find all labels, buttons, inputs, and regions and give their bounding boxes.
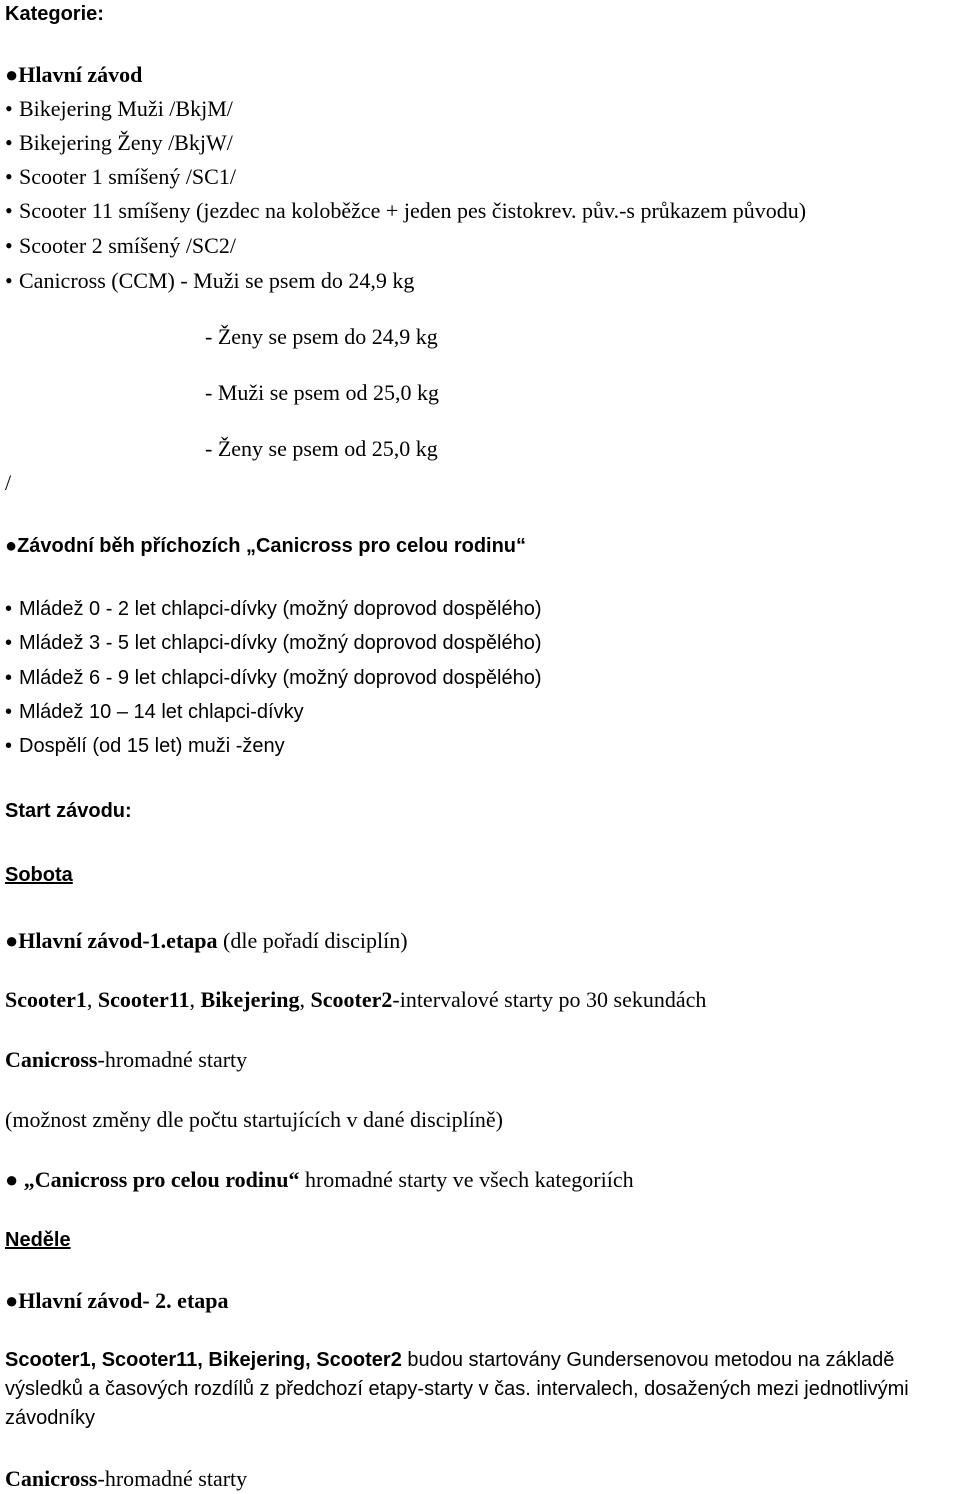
- discipline-name: Canicross: [5, 1466, 98, 1491]
- saturday-stage: [5, 930, 408, 952]
- list-item: [5, 668, 541, 688]
- saturday-interval-starts: [5, 989, 706, 1011]
- separator: ,: [86, 987, 98, 1012]
- bullet-icon: •: [5, 701, 13, 723]
- paragraph-text: budou startovány Gundersenovou metodou na základě výsledků a časových rozdílů z předchozí etapy-starty v čas. intervalech, dosažených mezi jednotlivými závodníky: [5, 1349, 909, 1429]
- bullet-icon: •: [5, 96, 13, 121]
- sunday-heading: Neděle: [5, 1229, 71, 1251]
- bullet-icon: •: [5, 632, 13, 654]
- saturday-heading: Sobota: [5, 864, 73, 886]
- list-item: [5, 132, 233, 154]
- list-item: [5, 235, 236, 257]
- sunday-mass-starts: [5, 1468, 247, 1490]
- stage-title: ●Hlavní závod-1.etapa: [5, 928, 218, 953]
- bullet-icon: ●: [5, 1167, 24, 1192]
- bullet-icon: •: [5, 735, 13, 757]
- list-item-text: Mládež 3 - 5 let chlapci-dívky (možný doprovod dospělého): [19, 632, 542, 654]
- list-item-text: Bikejering Muži /BkjM/: [19, 96, 233, 121]
- sub-item: - Ženy se psem od 25,0 kg: [205, 436, 438, 461]
- bullet-icon: •: [5, 667, 13, 689]
- discipline-name: Bikejering: [200, 987, 300, 1012]
- slash-mark: /: [5, 470, 12, 495]
- sunday-stage: ●Hlavní závod- 2. etapa: [5, 1288, 229, 1313]
- separator: ,: [189, 987, 201, 1012]
- categories-heading: Kategorie:: [5, 3, 104, 25]
- start-type: -hromadné starty: [97, 1466, 248, 1491]
- main-race-title: ●Hlavní závod: [5, 62, 143, 87]
- discipline-name: Scooter2: [310, 987, 393, 1012]
- start-type: -hromadné starty: [97, 1047, 248, 1072]
- list-item-text: Scooter 1 smíšený /SC1/: [19, 164, 236, 189]
- list-item: [5, 166, 236, 188]
- sub-item: - Muži se psem od 25,0 kg: [205, 380, 440, 405]
- list-item: [5, 98, 233, 120]
- list-item-text: Dospělí (od 15 let) muži -ženy: [19, 735, 285, 757]
- discipline-name: Scooter1: [5, 987, 87, 1012]
- start-heading: Start závodu:: [5, 800, 132, 822]
- bullet-icon: •: [5, 233, 13, 258]
- list-item-text: Mládež 6 - 9 let chlapci-dívky (možný doprovod dospělého): [19, 667, 542, 689]
- stage-note: (dle pořadí disciplín): [217, 928, 408, 953]
- start-type: -intervalové starty po 30 sekundách: [392, 987, 707, 1012]
- saturday-note: (možnost změny dle počtu startujících v dané disciplíně): [5, 1107, 503, 1132]
- list-item: [5, 633, 541, 653]
- list-item: [5, 702, 304, 722]
- list-item-text: Bikejering Ženy /BkjW/: [19, 130, 233, 155]
- list-item: [5, 599, 541, 619]
- list-item-text: Canicross (CCM) - Muži se psem do 24,9 kg: [19, 268, 415, 293]
- saturday-mass-starts: [5, 1049, 247, 1071]
- discipline-name: Canicross: [5, 1047, 98, 1072]
- list-item: [5, 270, 414, 292]
- bullet-icon: •: [5, 198, 13, 223]
- discipline-name: Scooter11: [97, 987, 190, 1012]
- bullet-icon: •: [5, 598, 13, 620]
- start-type: hromadné starty ve všech kategoriích: [299, 1167, 634, 1192]
- race-name: „Canicross pro celou rodinu“: [23, 1167, 300, 1192]
- sub-item: - Ženy se psem do 24,9 kg: [205, 324, 438, 349]
- list-item-text: Scooter 2 smíšený /SC2/: [19, 233, 236, 258]
- family-race-title: ●Závodní běh příchozích „Canicross pro celou rodinu“: [5, 535, 527, 557]
- separator: ,: [299, 987, 311, 1012]
- discipline-names: Scooter1, Scooter11, Bikejering, Scooter2: [5, 1349, 402, 1371]
- sunday-paragraph: [5, 1346, 955, 1433]
- list-item-text: Scooter 11 smíšeny (jezdec na koloběžce + jeden pes čistokrev. pův.-s průkazem původu): [19, 198, 807, 223]
- bullet-icon: •: [5, 130, 13, 155]
- list-item: [5, 736, 285, 756]
- saturday-family-race: [5, 1169, 634, 1191]
- list-item-text: Mládež 0 - 2 let chlapci-dívky (možný doprovod dospělého): [19, 598, 542, 620]
- bullet-icon: •: [5, 164, 13, 189]
- list-item-text: Mládež 10 – 14 let chlapci-dívky: [19, 701, 304, 723]
- list-item: [5, 200, 806, 222]
- bullet-icon: •: [5, 268, 13, 293]
